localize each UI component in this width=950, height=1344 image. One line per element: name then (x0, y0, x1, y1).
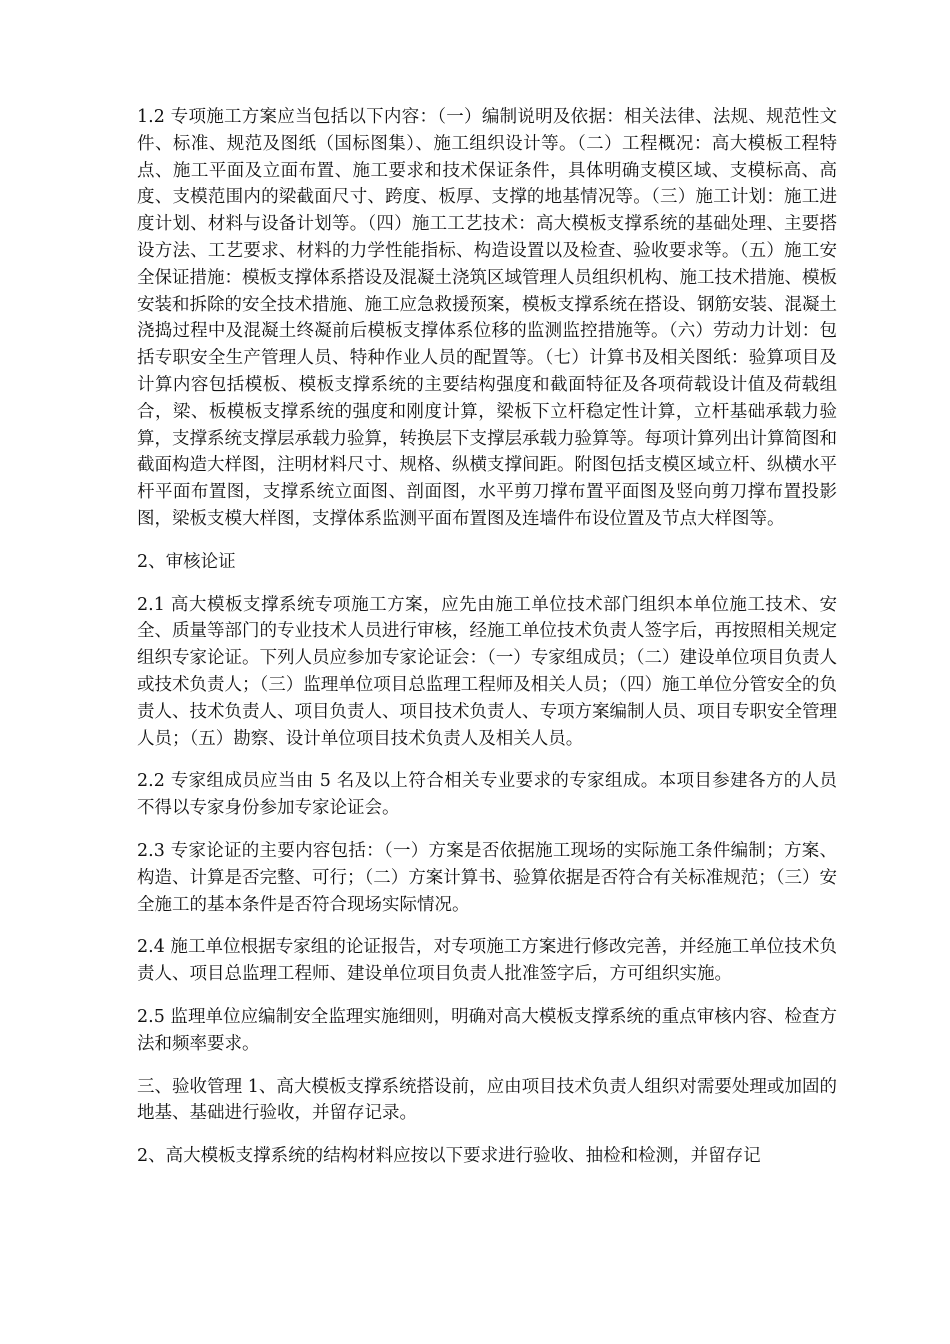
paragraph-3-2-material-acceptance: 2、高大模板支撑系统的结构材料应按以下要求进行验收、抽检和检测，并留存记 (137, 1146, 761, 1167)
paragraph-2-1-review-process: 2.1 高大模板支撑系统专项施工方案，应先由施工单位技术部门组织本单位施工技术、安全、质量等部门的专业技术人员进行审核，经施工单位技术负责人签字后，再按照相关规定组织专家论证。下列人员应参加专家论证会：（一）专家组成员；（二）建设单位项目负责人或技术负责人；（三）监理单位项目总监理工程师及相关人员；（四）施工单位分管安全的负责人、技术负责人、项目负责人、项目技术负责人、专项方案编制人员、项目专职安全管理人员；（五）勘察、设计单位项目技术负责人及相关人员。 (137, 594, 837, 749)
paragraph-2-4-revision: 2.4 施工单位根据专家组的论证报告，对专项施工方案进行修改完善，并经施工单位技术负责人、项目总监理工程师、建设单位项目负责人批准签字后，方可组织实施。 (137, 937, 838, 985)
paragraph-3-acceptance-management: 三、验收管理 1、高大模板支撑系统搭设前，应由项目技术负责人组织对需要处理或加固的地基、基础进行验收，并留存记录。 (137, 1076, 837, 1124)
section-heading-review: 2、审核论证 (137, 551, 236, 572)
document-body (137, 104, 837, 1186)
paragraph-2-3-review-contents: 2.3 专家论证的主要内容包括：（一）方案是否依据施工现场的实际施工条件编制；方案、构造、计算是否完整、可行；（二）方案计算书、验算依据是否符合有关标准规范；（三）安全施工的基本条件是否符合现场实际情况。 (137, 840, 837, 915)
paragraph-2-2-expert-panel: 2.2 专家组成员应当由 5 名及以上符合相关专业要求的专家组成。本项目参建各方的人员不得以专家身份参加专家论证会。 (137, 771, 837, 819)
paragraph-1-2-plan-contents: 1.2 专项施工方案应当包括以下内容：（一）编制说明及依据：相关法律、法规、规范性文件、标准、规范及图纸（国标图集）、施工组织设计等。（二）工程概况：高大模板工程特点、施工平面及立面布置、施工要求和技术保证条件，具体明确支模区域、支模标高、高度、支模范围内的梁截面尺寸、跨度、板厚、支撑的地基情况等。（三）施工计划：施工进度计划、材料与设备计划等。（四）施工工艺技术：高大模板支撑系统的基础处理、主要搭设方法、工艺要求、材料的力学性能指标、构造设置以及检查、验收要求等。（五）施工安全保证措施：模板支撑体系搭设及混凝土浇筑区域管理人员组织机构、施工技术措施、模板安装和拆除的安全技术措施、施工应急救援预案，模板支撑系统在搭设、钢筋安装、混凝土浇捣过程中及混凝土终凝前后模板支撑体系位移的监测监控措施等。（六）劳动力计划：包括专职安全生产管理人员、特种作业人员的配置等。（七）计算书及相关图纸：验算项目及计算内容包括模板、模板支撑系统的主要结构强度和截面特征及各项荷载设计值及荷载组合，梁、板模板支撑系统的强度和刚度计算，梁板下立杆稳定性计算，立杆基础承载力验算，支撑系统支撑层承载力验算，转换层下支撑层承载力验算等。每项计算列出计算简图和截面构造大样图，注明材料尺寸、规格、纵横支撑间距。附图包括支模区域立杆、纵横水平杆平面布置图，支撑系统立面图、剖面图，水平剪刀撑布置平面图及竖向剪刀撑布置投影图，梁板支模大样图，支撑体系监测平面布置图及连墙件布设位置及节点大样图等。 (137, 107, 837, 529)
paragraph-2-5-supervision-rules: 2.5 监理单位应编制安全监理实施细则，明确对高大模板支撑系统的重点审核内容、检查方法和频率要求。 (137, 1006, 838, 1054)
